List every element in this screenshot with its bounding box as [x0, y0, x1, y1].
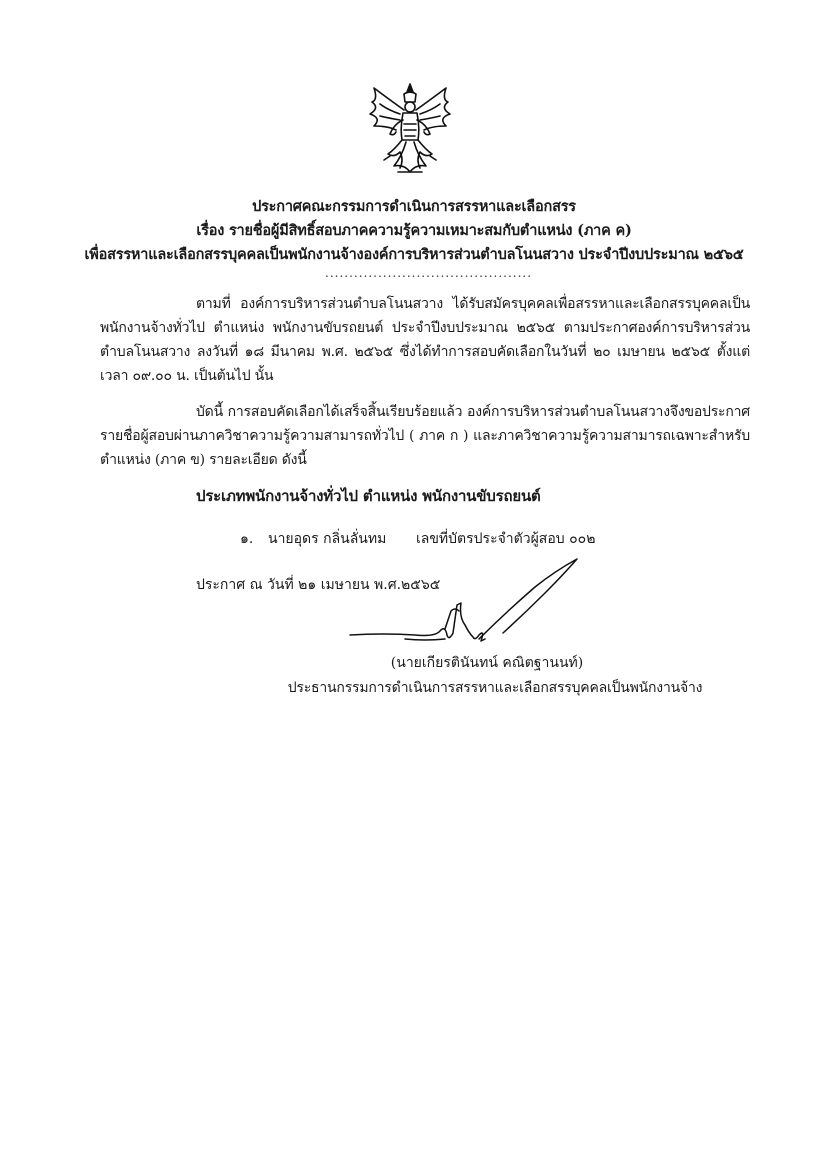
candidate-number: ๑. [240, 531, 254, 547]
paragraph-result-text: บัดนี้ การสอบคัดเลือกได้เสร็จสิ้นเรียบร้อยแล้ว องค์การบริหารส่วนตำบลโนนสวางจึงขอประกาศรายชื่อผู้สอบผ่านภาควิชาความรู้ความสามารถทั่วไป ( ภาค ก ) และภาควิชาความรู้ความสามารถเฉพาะสำหรับตำแหน่ง (ภาค ข) รายละเอียด ดังนี้ [100, 404, 750, 468]
candidate-name: นายอุดร กลิ่นลั่นทม [268, 531, 387, 547]
announcement-title: ประกาศคณะกรรมการดำเนินการสรรหาและเลือกสรร [252, 198, 576, 215]
handwritten-signature [345, 555, 590, 655]
paragraph-result [100, 400, 750, 472]
garuda-emblem-icon [360, 80, 460, 180]
announcement-subject: เรื่อง รายชื่อผู้มีสิทธิ์สอบภาคความรู้ความเหมาะสมกับตำแหน่ง (ภาค ค) [196, 222, 632, 239]
separator-dots: ........................................... [325, 266, 533, 280]
candidate-exam-id: เลขที่บัตรประจำตัวผู้สอบ ๐๐๒ [416, 531, 596, 547]
announcement-purpose: เพื่อสรรหาและเลือกสรรบุคคลเป็นพนักงานจ้างองค์การบริหารส่วนตำบลโนนสวาง ประจำปีงบประมาณ ๒๕๖๕ [84, 246, 744, 263]
position-category: ประเภทพนักงานจ้างทั่วไป ตำแหน่ง พนักงานขับรถยนต์ [196, 487, 541, 505]
signatory-name: (นายเกียรตินันทน์ คณิตฐานนท์) [390, 655, 584, 671]
paragraph-background-text: ตามที่ องค์การบริหารส่วนตำบลโนนสวาง ได้รับสมัครบุคคลเพื่อสรรหาและเลือกสรรบุคคลเป็นพนักงานจ้างทั่วไป ตำแหน่ง พนักงานขับรถยนต์ ประจำปีงบประมาณ ๒๕๖๕ ตามประกาศองค์การบริหารส่วนตำบลโนนสวาง ลงวันที่ ๑๘ มีนาคม พ.ศ. ๒๕๖๕ ซึ่งได้ทำการสอบคัดเลือกในวันที่ ๒๐ เมษายน ๒๕๖๕ ตั้งแต่เวลา ๐๙.๐๐ น. เป็นต้นไป นั้น [100, 296, 750, 384]
announcement-date: ประกาศ ณ วันที่ ๒๑ เมษายน พ.ศ.๒๕๖๕ [196, 577, 441, 593]
paragraph-background [100, 292, 750, 388]
signatory-title: ประธานกรรมการดำเนินการสรรหาและเลือกสรรบุคคลเป็นพนักงานจ้าง [287, 680, 703, 696]
